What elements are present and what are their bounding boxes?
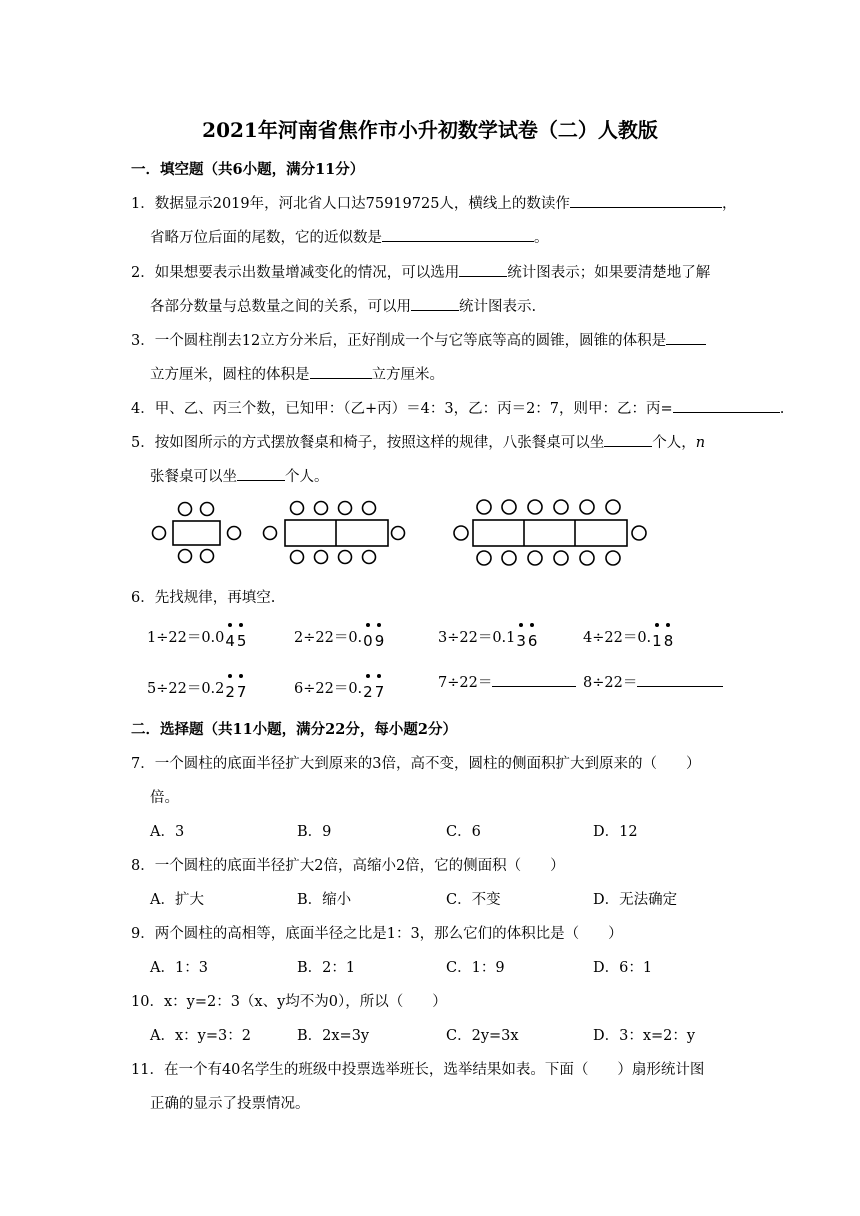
q1-text-c: 省略万位后面的尾数，它的近似数是: [150, 230, 382, 246]
q2-text-d: 统计图表示.: [459, 299, 537, 315]
repeating-decimal-6: 27: [363, 679, 386, 697]
question-10: 10．x：y=2：3（x、y均不为0），所以（ ）: [131, 994, 447, 1010]
q6-item-6: 6÷22＝0. 27: [294, 677, 386, 698]
question-1-line-1: [131, 192, 736, 213]
question-9: 9．两个圆柱的高相等，底面半径之比是1：3，那么它们的体积比是（ ）: [131, 926, 623, 942]
q5-text-d: 个人。: [285, 469, 329, 485]
question-1-line-2: [150, 226, 549, 247]
q1-blank-1[interactable]: [570, 193, 722, 208]
repeating-decimal-3: 36: [516, 628, 539, 646]
q10-option-b[interactable]: B．2x=3y: [297, 1028, 370, 1044]
q6-item-3: 3÷22＝0.1 36: [438, 626, 539, 647]
question-8: 8．一个圆柱的底面半径扩大2倍，高缩小2倍，它的侧面积（ ）: [131, 858, 565, 874]
page-title: 2021年河南省焦作市小升初数学试卷（二）人教版: [202, 118, 658, 142]
repeating-decimal-5: 27: [225, 679, 248, 697]
q4-blank[interactable]: [673, 398, 780, 413]
q7-option-c[interactable]: C．6: [446, 824, 481, 840]
q9-option-a[interactable]: A．1：3: [150, 960, 208, 976]
table-group-1: [153, 503, 241, 563]
q5-text-c: 张餐桌可以坐: [150, 469, 237, 485]
question-11-line-2: 正确的显示了投票情况。: [150, 1096, 310, 1112]
question-4: [131, 397, 784, 418]
q10-option-d[interactable]: D．3：x=2：y: [593, 1028, 696, 1044]
q2-text-b: 统计图表示；如果要清楚地了解: [507, 265, 711, 281]
q8-option-b[interactable]: B．缩小: [297, 892, 352, 908]
table-group-3: [454, 500, 646, 565]
q6-item-7: 7÷22＝: [438, 671, 576, 692]
q1-text-d: 。: [534, 230, 549, 246]
section-choice-heading: 二．选择题（共11小题，满分22分，每小题2分）: [131, 721, 457, 738]
q9-option-d[interactable]: D．6：1: [593, 960, 653, 976]
q7-option-b[interactable]: B．9: [297, 824, 332, 840]
q6-blank-8[interactable]: [637, 672, 723, 687]
question-5-line-2: [150, 465, 329, 486]
q5-variable-n: n: [695, 435, 706, 451]
table-group-2: [264, 502, 405, 564]
repeating-decimal-1: 45: [225, 628, 248, 646]
q2-text-c: 各部分数量与总数量之间的关系，可以用: [150, 299, 411, 315]
q8-option-c[interactable]: C．不变: [446, 892, 501, 908]
q10-option-a[interactable]: A．x：y=3：2: [150, 1028, 251, 1044]
q1-text-a: 1．数据显示2019年，河北省人口达75919725人，横线上的数读作: [131, 196, 570, 212]
question-6-heading: 6．先找规律，再填空.: [131, 590, 276, 606]
q8-option-a[interactable]: A．扩大: [150, 892, 204, 908]
q3-text-c: 立方厘米。: [371, 367, 444, 383]
q2-blank-1[interactable]: [459, 262, 507, 277]
question-3-line-1: [131, 329, 706, 350]
q1-text-b: ，: [721, 196, 737, 212]
section-fill-heading: 一．填空题（共6小题，满分11分）: [131, 161, 365, 178]
q8-option-d[interactable]: D．无法确定: [593, 892, 678, 908]
q7-option-a[interactable]: A．3: [150, 824, 185, 840]
q6-item-4: 4÷22＝0. 18: [583, 626, 675, 647]
q6-item-8: 8÷22＝: [583, 671, 723, 692]
question-7-line-1: 7．一个圆柱的底面半径扩大到原来的3倍，高不变，圆柱的侧面积扩大到原来的（ ）: [131, 756, 701, 772]
q9-option-c[interactable]: C．1：9: [446, 960, 505, 976]
q3-text-a: 3．一个圆柱削去12立方分米后，正好削成一个与它等底等高的圆锥，圆锥的体积是: [131, 333, 667, 349]
q3-blank-1[interactable]: [666, 330, 706, 345]
q6-item-1: 1÷22＝0.0 45: [147, 626, 248, 647]
question-7-line-2: 倍。: [150, 790, 179, 806]
q3-blank-2[interactable]: [310, 364, 372, 379]
q9-option-b[interactable]: B．2：1: [297, 960, 356, 976]
question-2-line-2: [150, 295, 536, 316]
q6-blank-7[interactable]: [492, 672, 576, 687]
q6-item-5: 5÷22＝0.2 27: [147, 677, 248, 698]
q4-text-b: .: [779, 401, 785, 417]
q5-text-b: 个人，: [652, 435, 696, 451]
q5-text-a: 5．按如图所示的方式摆放餐桌和椅子，按照这样的规律，八张餐桌可以坐: [131, 435, 605, 451]
q3-text-b: 立方厘米，圆柱的体积是: [150, 367, 310, 383]
q6-item-2: 2÷22＝0. 09: [294, 626, 386, 647]
question-11-line-1: 11．在一个有40名学生的班级中投票选举班长，选举结果如表。下面（ ）扇形统计图: [131, 1062, 705, 1078]
q2-blank-2[interactable]: [411, 296, 459, 311]
tables-chairs-figure: [140, 496, 660, 570]
question-2-line-1: [131, 261, 710, 282]
q2-text-a: 2．如果想要表示出数量增减变化的情况，可以选用: [131, 265, 460, 281]
question-5-line-1: [131, 431, 705, 452]
question-3-line-2: [150, 363, 444, 384]
repeating-decimal-2: 09: [363, 628, 386, 646]
q7-option-d[interactable]: D．12: [593, 824, 638, 840]
repeating-decimal-4: 18: [652, 628, 675, 646]
q5-blank-2[interactable]: [237, 466, 285, 481]
q1-blank-2[interactable]: [382, 227, 534, 242]
q5-blank-1[interactable]: [604, 432, 652, 447]
q10-option-c[interactable]: C．2y=3x: [446, 1028, 519, 1044]
q4-text-a: 4．甲、乙、丙三个数，已知甲：（乙+丙）＝4：3，乙：丙＝2：7，则甲：乙：丙=: [131, 401, 673, 417]
